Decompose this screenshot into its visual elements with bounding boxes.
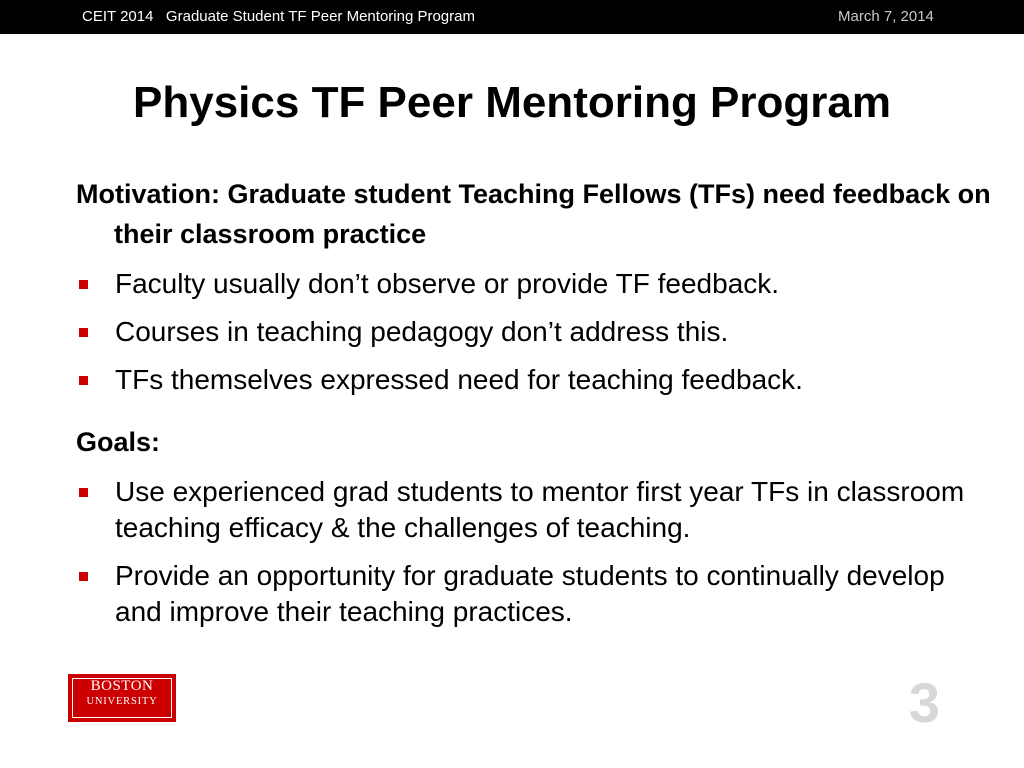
section-spacer (76, 398, 996, 422)
motivation-list (76, 266, 996, 398)
bullet-text: Courses in teaching pedagogy don’t address this. (115, 316, 729, 347)
bullet-text: TFs themselves expressed need for teaching feedback. (115, 364, 803, 395)
square-bullet-icon (79, 376, 88, 385)
bullet-text: Use experienced grad students to mentor first year TFs in classroom teaching efficacy & the challenges of teaching. (115, 476, 965, 543)
page-number: 3 (908, 671, 940, 734)
goals-bullet (76, 558, 996, 630)
motivation-bullet (76, 362, 996, 398)
square-bullet-icon (79, 280, 88, 289)
header-left-text: CEIT 2014 Graduate Student TF Peer Mentoring Program (82, 8, 475, 25)
goals-bullet (76, 474, 996, 546)
motivation-bullet (76, 266, 996, 302)
logo-line-university: UNIVERSITY (86, 696, 158, 707)
boston-university-logo (68, 674, 176, 722)
motivation-bullet (76, 314, 996, 350)
square-bullet-icon (79, 488, 88, 497)
motivation-heading: Motivation: Graduate student Teaching Fellows (TFs) need feedback on their classroom practice (76, 179, 991, 249)
bullet-text: Faculty usually don’t observe or provide TF feedback. (115, 268, 780, 299)
header-date: March 7, 2014 (838, 8, 934, 25)
logo-line-boston: BOSTON (90, 678, 154, 694)
slide-title: Physics TF Peer Mentoring Program (133, 78, 891, 127)
slide-body (76, 174, 996, 630)
goals-heading: Goals: (76, 427, 161, 457)
header-bar (0, 0, 1024, 34)
square-bullet-icon (79, 572, 88, 581)
goals-list (76, 474, 996, 630)
square-bullet-icon (79, 328, 88, 337)
bullet-text: Provide an opportunity for graduate students to continually develop and improve their teaching practices. (115, 560, 945, 627)
